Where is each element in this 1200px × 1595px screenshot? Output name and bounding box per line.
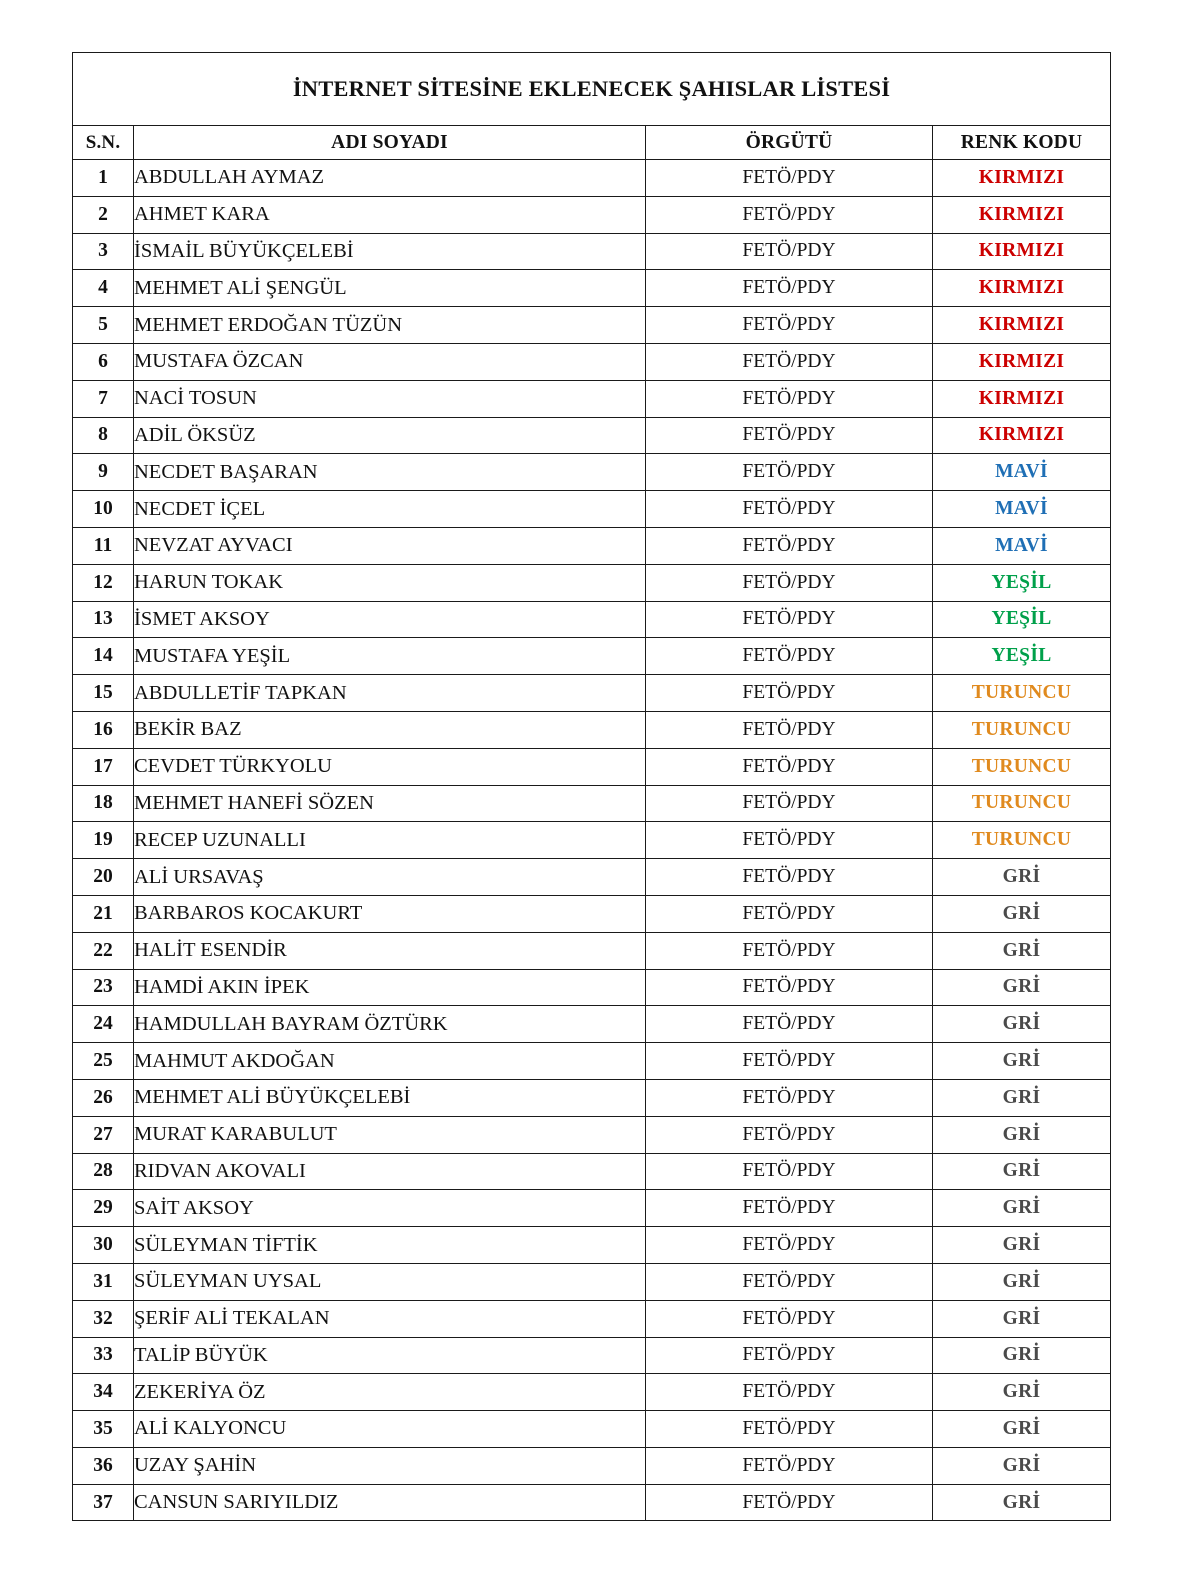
cell-serial-number: 20 xyxy=(73,859,134,896)
table-row xyxy=(73,1374,1111,1411)
column-header-name: ADI SOYADI xyxy=(134,126,646,160)
cell-person-name: ŞERİF ALİ TEKALAN xyxy=(134,1300,646,1337)
cell-color-code: GRİ xyxy=(933,1374,1111,1411)
cell-color-code: GRİ xyxy=(933,1116,1111,1153)
cell-serial-number: 34 xyxy=(73,1374,134,1411)
cell-person-name: HAMDULLAH BAYRAM ÖZTÜRK xyxy=(134,1006,646,1043)
cell-organization: FETÖ/PDY xyxy=(646,1484,933,1521)
cell-color-code: GRİ xyxy=(933,1190,1111,1227)
table-row xyxy=(73,1006,1111,1043)
cell-color-code: TURUNCU xyxy=(933,675,1111,712)
cell-organization: FETÖ/PDY xyxy=(646,932,933,969)
cell-color-code: YEŞİL xyxy=(933,601,1111,638)
cell-serial-number: 4 xyxy=(73,270,134,307)
cell-person-name: NEVZAT AYVACI xyxy=(134,527,646,564)
cell-color-code: YEŞİL xyxy=(933,638,1111,675)
cell-person-name: İSMET AKSOY xyxy=(134,601,646,638)
cell-person-name: AHMET KARA xyxy=(134,196,646,233)
cell-organization: FETÖ/PDY xyxy=(646,1006,933,1043)
cell-organization: FETÖ/PDY xyxy=(646,748,933,785)
cell-organization: FETÖ/PDY xyxy=(646,1079,933,1116)
cell-color-code: GRİ xyxy=(933,1300,1111,1337)
cell-serial-number: 27 xyxy=(73,1116,134,1153)
cell-person-name: RIDVAN AKOVALI xyxy=(134,1153,646,1190)
table-row xyxy=(73,1337,1111,1374)
table-body xyxy=(73,53,1111,1521)
cell-person-name: MUSTAFA YEŞİL xyxy=(134,638,646,675)
cell-serial-number: 13 xyxy=(73,601,134,638)
cell-color-code: KIRMIZI xyxy=(933,380,1111,417)
cell-organization: FETÖ/PDY xyxy=(646,638,933,675)
cell-serial-number: 2 xyxy=(73,196,134,233)
cell-serial-number: 6 xyxy=(73,343,134,380)
cell-organization: FETÖ/PDY xyxy=(646,711,933,748)
cell-person-name: ALİ URSAVAŞ xyxy=(134,859,646,896)
header-row xyxy=(73,126,1111,160)
cell-color-code: MAVİ xyxy=(933,454,1111,491)
cell-color-code: GRİ xyxy=(933,1411,1111,1448)
cell-organization: FETÖ/PDY xyxy=(646,1227,933,1264)
table-row xyxy=(73,1043,1111,1080)
table-row xyxy=(73,160,1111,197)
cell-color-code: GRİ xyxy=(933,1006,1111,1043)
cell-person-name: BARBAROS KOCAKURT xyxy=(134,895,646,932)
cell-serial-number: 25 xyxy=(73,1043,134,1080)
table-row xyxy=(73,748,1111,785)
cell-organization: FETÖ/PDY xyxy=(646,601,933,638)
cell-serial-number: 30 xyxy=(73,1227,134,1264)
cell-organization: FETÖ/PDY xyxy=(646,564,933,601)
cell-organization: FETÖ/PDY xyxy=(646,1447,933,1484)
table-row xyxy=(73,270,1111,307)
cell-person-name: NECDET BAŞARAN xyxy=(134,454,646,491)
column-header-color: RENK KODU xyxy=(933,126,1111,160)
cell-organization: FETÖ/PDY xyxy=(646,454,933,491)
cell-organization: FETÖ/PDY xyxy=(646,343,933,380)
cell-color-code: GRİ xyxy=(933,969,1111,1006)
cell-color-code: TURUNCU xyxy=(933,711,1111,748)
cell-organization: FETÖ/PDY xyxy=(646,1374,933,1411)
cell-color-code: KIRMIZI xyxy=(933,270,1111,307)
cell-person-name: MEHMET ALİ ŞENGÜL xyxy=(134,270,646,307)
table-row xyxy=(73,675,1111,712)
cell-serial-number: 16 xyxy=(73,711,134,748)
cell-serial-number: 5 xyxy=(73,307,134,344)
cell-serial-number: 18 xyxy=(73,785,134,822)
cell-organization: FETÖ/PDY xyxy=(646,1300,933,1337)
cell-serial-number: 1 xyxy=(73,160,134,197)
cell-serial-number: 33 xyxy=(73,1337,134,1374)
cell-organization: FETÖ/PDY xyxy=(646,160,933,197)
cell-serial-number: 15 xyxy=(73,675,134,712)
cell-serial-number: 21 xyxy=(73,895,134,932)
cell-color-code: GRİ xyxy=(933,1043,1111,1080)
cell-person-name: MUSTAFA ÖZCAN xyxy=(134,343,646,380)
cell-organization: FETÖ/PDY xyxy=(646,859,933,896)
cell-organization: FETÖ/PDY xyxy=(646,1043,933,1080)
table-row xyxy=(73,307,1111,344)
cell-color-code: GRİ xyxy=(933,932,1111,969)
cell-organization: FETÖ/PDY xyxy=(646,196,933,233)
cell-person-name: HALİT ESENDİR xyxy=(134,932,646,969)
persons-list-table xyxy=(72,52,1111,1521)
cell-serial-number: 23 xyxy=(73,969,134,1006)
cell-serial-number: 37 xyxy=(73,1484,134,1521)
cell-serial-number: 10 xyxy=(73,491,134,528)
cell-color-code: TURUNCU xyxy=(933,785,1111,822)
title-row xyxy=(73,53,1111,126)
cell-person-name: MEHMET ALİ BÜYÜKÇELEBİ xyxy=(134,1079,646,1116)
cell-organization: FETÖ/PDY xyxy=(646,822,933,859)
cell-serial-number: 26 xyxy=(73,1079,134,1116)
cell-organization: FETÖ/PDY xyxy=(646,1411,933,1448)
table-row xyxy=(73,711,1111,748)
cell-color-code: KIRMIZI xyxy=(933,343,1111,380)
table-row xyxy=(73,380,1111,417)
table-row xyxy=(73,1300,1111,1337)
cell-person-name: MEHMET HANEFİ SÖZEN xyxy=(134,785,646,822)
cell-person-name: SÜLEYMAN UYSAL xyxy=(134,1263,646,1300)
cell-person-name: MEHMET ERDOĞAN TÜZÜN xyxy=(134,307,646,344)
cell-serial-number: 11 xyxy=(73,527,134,564)
cell-organization: FETÖ/PDY xyxy=(646,491,933,528)
table-row xyxy=(73,895,1111,932)
cell-serial-number: 14 xyxy=(73,638,134,675)
table-row xyxy=(73,932,1111,969)
table-row xyxy=(73,1116,1111,1153)
cell-color-code: KIRMIZI xyxy=(933,307,1111,344)
cell-person-name: UZAY ŞAHİN xyxy=(134,1447,646,1484)
cell-person-name: HAMDİ AKIN İPEK xyxy=(134,969,646,1006)
cell-person-name: ABDULLAH AYMAZ xyxy=(134,160,646,197)
document-title: İNTERNET SİTESİNE EKLENECEK ŞAHISLAR LİSTESİ xyxy=(73,53,1111,126)
table-row xyxy=(73,196,1111,233)
cell-color-code: TURUNCU xyxy=(933,748,1111,785)
cell-person-name: İSMAİL BÜYÜKÇELEBİ xyxy=(134,233,646,270)
cell-color-code: KIRMIZI xyxy=(933,160,1111,197)
table-row xyxy=(73,822,1111,859)
table-row xyxy=(73,1153,1111,1190)
table-row xyxy=(73,859,1111,896)
cell-organization: FETÖ/PDY xyxy=(646,1337,933,1374)
cell-serial-number: 24 xyxy=(73,1006,134,1043)
cell-serial-number: 32 xyxy=(73,1300,134,1337)
cell-serial-number: 28 xyxy=(73,1153,134,1190)
table-row xyxy=(73,785,1111,822)
cell-serial-number: 8 xyxy=(73,417,134,454)
cell-person-name: ZEKERİYA ÖZ xyxy=(134,1374,646,1411)
table-row xyxy=(73,343,1111,380)
cell-organization: FETÖ/PDY xyxy=(646,969,933,1006)
cell-organization: FETÖ/PDY xyxy=(646,380,933,417)
table-row xyxy=(73,1227,1111,1264)
cell-person-name: MAHMUT AKDOĞAN xyxy=(134,1043,646,1080)
cell-serial-number: 7 xyxy=(73,380,134,417)
cell-organization: FETÖ/PDY xyxy=(646,1153,933,1190)
table-row xyxy=(73,417,1111,454)
cell-color-code: GRİ xyxy=(933,1484,1111,1521)
cell-color-code: KIRMIZI xyxy=(933,233,1111,270)
cell-serial-number: 17 xyxy=(73,748,134,785)
cell-organization: FETÖ/PDY xyxy=(646,785,933,822)
cell-serial-number: 12 xyxy=(73,564,134,601)
cell-color-code: GRİ xyxy=(933,1263,1111,1300)
cell-color-code: MAVİ xyxy=(933,491,1111,528)
cell-person-name: ADİL ÖKSÜZ xyxy=(134,417,646,454)
cell-color-code: GRİ xyxy=(933,1153,1111,1190)
table-row xyxy=(73,454,1111,491)
cell-organization: FETÖ/PDY xyxy=(646,270,933,307)
cell-organization: FETÖ/PDY xyxy=(646,307,933,344)
cell-person-name: CEVDET TÜRKYOLU xyxy=(134,748,646,785)
cell-person-name: TALİP BÜYÜK xyxy=(134,1337,646,1374)
cell-organization: FETÖ/PDY xyxy=(646,1263,933,1300)
cell-serial-number: 31 xyxy=(73,1263,134,1300)
table-row xyxy=(73,1190,1111,1227)
cell-color-code: GRİ xyxy=(933,895,1111,932)
cell-person-name: RECEP UZUNALLI xyxy=(134,822,646,859)
cell-serial-number: 35 xyxy=(73,1411,134,1448)
table-row xyxy=(73,1447,1111,1484)
table-row xyxy=(73,527,1111,564)
table-row xyxy=(73,1079,1111,1116)
cell-person-name: NECDET İÇEL xyxy=(134,491,646,528)
cell-color-code: GRİ xyxy=(933,1079,1111,1116)
table-row xyxy=(73,564,1111,601)
table-row xyxy=(73,638,1111,675)
cell-person-name: CANSUN SARIYILDIZ xyxy=(134,1484,646,1521)
table-row xyxy=(73,1411,1111,1448)
cell-serial-number: 29 xyxy=(73,1190,134,1227)
cell-organization: FETÖ/PDY xyxy=(646,1190,933,1227)
cell-organization: FETÖ/PDY xyxy=(646,417,933,454)
cell-color-code: MAVİ xyxy=(933,527,1111,564)
column-header-org: ÖRGÜTÜ xyxy=(646,126,933,160)
cell-person-name: ALİ KALYONCU xyxy=(134,1411,646,1448)
cell-organization: FETÖ/PDY xyxy=(646,895,933,932)
cell-serial-number: 19 xyxy=(73,822,134,859)
table-row xyxy=(73,969,1111,1006)
cell-serial-number: 36 xyxy=(73,1447,134,1484)
cell-organization: FETÖ/PDY xyxy=(646,1116,933,1153)
cell-person-name: HARUN TOKAK xyxy=(134,564,646,601)
cell-serial-number: 3 xyxy=(73,233,134,270)
cell-serial-number: 9 xyxy=(73,454,134,491)
cell-person-name: ABDULLETİF TAPKAN xyxy=(134,675,646,712)
column-header-sn: S.N. xyxy=(73,126,134,160)
cell-organization: FETÖ/PDY xyxy=(646,233,933,270)
cell-color-code: TURUNCU xyxy=(933,822,1111,859)
cell-organization: FETÖ/PDY xyxy=(646,527,933,564)
cell-color-code: GRİ xyxy=(933,1447,1111,1484)
table-row xyxy=(73,601,1111,638)
table-row xyxy=(73,1484,1111,1521)
cell-person-name: NACİ TOSUN xyxy=(134,380,646,417)
cell-person-name: SAİT AKSOY xyxy=(134,1190,646,1227)
table-row xyxy=(73,233,1111,270)
cell-color-code: GRİ xyxy=(933,1337,1111,1374)
cell-person-name: SÜLEYMAN TİFTİK xyxy=(134,1227,646,1264)
cell-color-code: GRİ xyxy=(933,1227,1111,1264)
table-row xyxy=(73,1263,1111,1300)
cell-person-name: BEKİR BAZ xyxy=(134,711,646,748)
cell-color-code: KIRMIZI xyxy=(933,196,1111,233)
cell-color-code: KIRMIZI xyxy=(933,417,1111,454)
cell-organization: FETÖ/PDY xyxy=(646,675,933,712)
cell-serial-number: 22 xyxy=(73,932,134,969)
cell-color-code: YEŞİL xyxy=(933,564,1111,601)
cell-color-code: GRİ xyxy=(933,859,1111,896)
table-row xyxy=(73,491,1111,528)
cell-person-name: MURAT KARABULUT xyxy=(134,1116,646,1153)
